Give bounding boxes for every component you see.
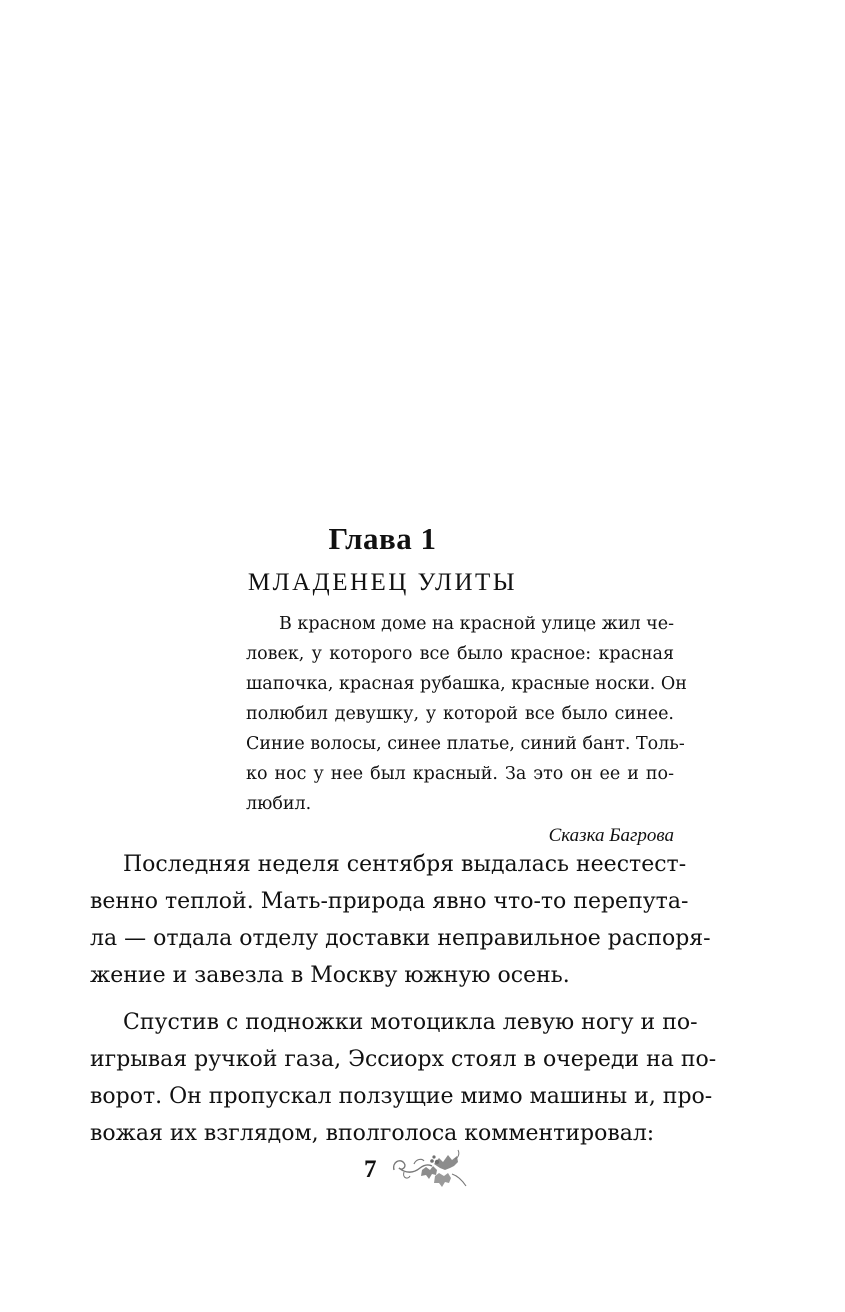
body-text — [90, 846, 717, 1152]
text-line: жение и завезла в Москву южную осень. — [90, 963, 570, 988]
epigraph-line: полюбил девушку, у которой все было синее. — [246, 704, 674, 724]
epigraph-line: шапочка, красная рубашка, красные носки. Он — [246, 674, 687, 694]
text-line: игрывая ручкой газа, Эссиорх стоял в очереди на по- — [90, 1047, 717, 1072]
chapter-number: Глава 1 — [328, 520, 437, 556]
epigraph-line: ко нос у нее был красный. За это он ее и по- — [246, 764, 674, 784]
paragraph — [90, 846, 711, 994]
epigraph-line: Синие волосы, синее платье, синий бант. Толь- — [246, 734, 685, 754]
text-line: ла — отдала отделу доставки неправильное распоря- — [90, 926, 711, 951]
epigraph-source: Сказка Багрова — [548, 825, 674, 846]
text-line: венно теплой. Мать-природа явно что-то перепута- — [90, 889, 689, 914]
page-number: 7 — [364, 1156, 377, 1183]
epigraph — [246, 609, 687, 851]
epigraph-line: любил. — [246, 794, 312, 814]
paragraph — [90, 1004, 717, 1152]
text-line: Последняя неделя сентября выдалась неестест- — [123, 852, 687, 877]
epigraph-line: В красном доме на красной улице жил че- — [279, 614, 675, 634]
text-line: Спустив с подножки мотоцикла левую ногу и по- — [123, 1010, 698, 1035]
text-line: вожая их взглядом, вполголоса комментировал: — [90, 1121, 655, 1146]
text-line: ворот. Он пропускал ползущие мимо машины и, про- — [90, 1084, 713, 1109]
epigraph-line: ловек, у которого все было красное: красная — [246, 644, 674, 664]
holly-vine-ornament-icon — [388, 1146, 470, 1194]
chapter-title: МЛАДЕНЕЦ УЛИТЫ — [247, 568, 518, 596]
